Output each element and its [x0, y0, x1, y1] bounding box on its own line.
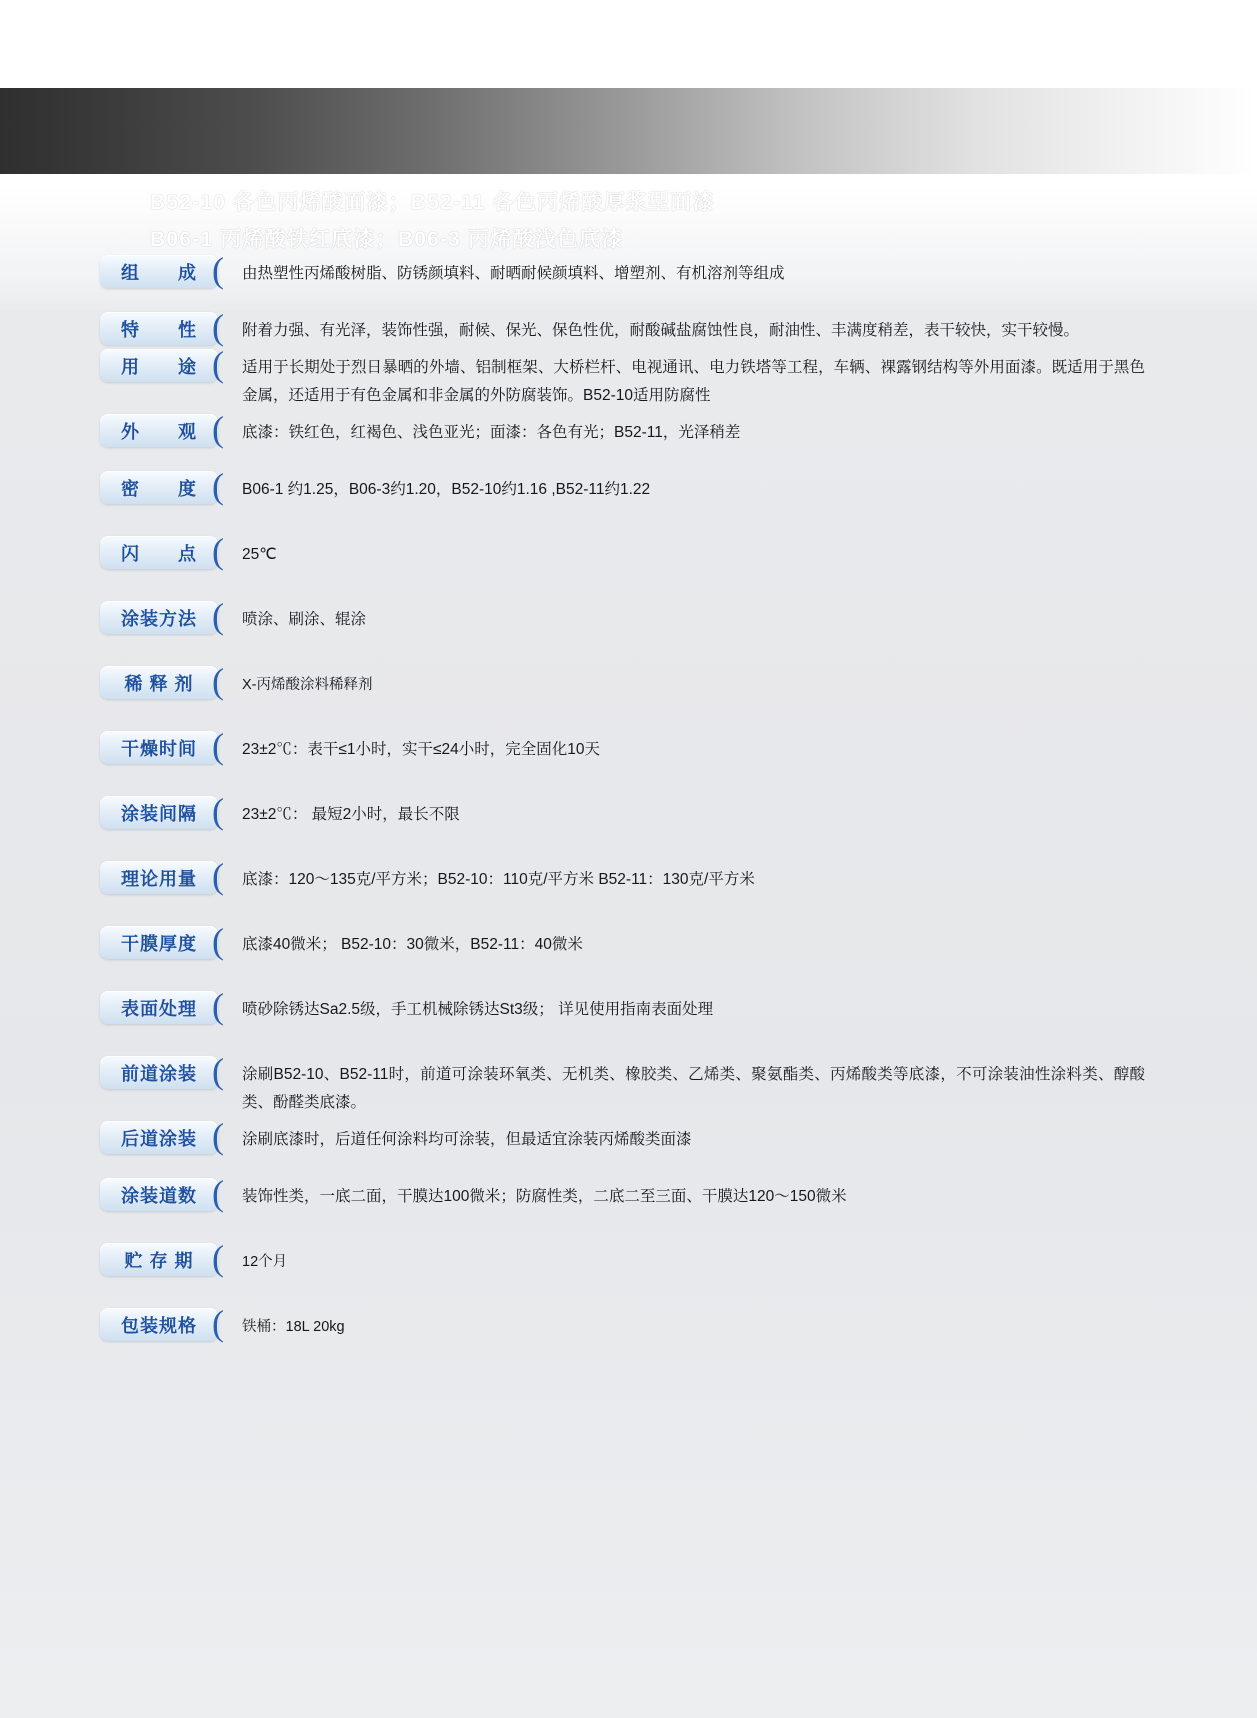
- label-box: [100, 1243, 218, 1276]
- value-thinner: X-丙烯酸涂料稀释剂: [242, 677, 373, 693]
- label-text: 涂装间隔: [121, 803, 197, 824]
- label-text: 涂装方法: [121, 608, 197, 629]
- value-previous-coat: 涂刷B52-10、B52-11时，前道可涂装环氧类、无机类、橡胶类、乙烯类、聚氨酯类、丙烯酸类等底漆，不可涂装油性涂料类、醇酸类、酚醛类底漆。: [242, 1066, 1145, 1111]
- bracket-icon: (: [212, 856, 224, 896]
- value-recoat-interval: 23±2℃： 最短2小时，最长不限: [242, 806, 460, 823]
- spec-row-thinner: [0, 661, 1257, 701]
- spec-row-theoretical-consumption: [0, 856, 1257, 896]
- spec-row-flashpoint: [0, 531, 1257, 571]
- label-text: 组 成: [121, 262, 197, 283]
- label-box: [100, 255, 218, 288]
- value-packaging: 铁桶：18L 20kg: [242, 1319, 345, 1335]
- label-box: [100, 991, 218, 1024]
- value-application-method: 喷涂、刷涂、辊涂: [242, 611, 367, 628]
- label-text: 后道涂装: [121, 1128, 197, 1149]
- spec-row-composition: [0, 250, 1257, 290]
- label-flashpoint: [100, 531, 230, 571]
- label-text: 密 度: [121, 478, 197, 499]
- label-box: [100, 414, 218, 447]
- spec-row-next-coat: [0, 1116, 1257, 1156]
- label-previous-coat: [100, 1051, 230, 1091]
- label-box: [100, 861, 218, 894]
- label-box: [100, 1121, 218, 1154]
- spec-row-previous-coat: [0, 1051, 1257, 1117]
- label-theoretical-consumption: [100, 856, 230, 896]
- label-box: [100, 1308, 218, 1341]
- label-box: [100, 1056, 218, 1089]
- spec-row-shelf-life: [0, 1238, 1257, 1278]
- label-box: [100, 471, 218, 504]
- value-next-coat: 涂刷底漆时，后道任何涂料均可涂装，但最适宜涂装丙烯酸类面漆: [242, 1131, 692, 1148]
- bracket-icon: (: [212, 791, 224, 831]
- label-box: [100, 666, 218, 699]
- spec-row-coat-count: [0, 1173, 1257, 1213]
- value-density: B06-1 约1.25，B06-3约1.20，B52-10约1.16 ,B52-11约1.22: [242, 481, 651, 498]
- value-surface-treatment: 喷砂除锈达Sa2.5级，手工机械除锈达St3级； 详见使用指南表面处理: [242, 1001, 714, 1018]
- bracket-icon: (: [212, 986, 224, 1026]
- label-packaging: [100, 1303, 230, 1343]
- bracket-icon: (: [212, 344, 224, 384]
- label-box: [100, 731, 218, 764]
- bracket-icon: (: [212, 307, 224, 347]
- value-composition: 由热塑性丙烯酸树脂、防锈颜填料、耐晒耐候颜填料、增塑剂、有机溶剂等组成: [242, 265, 785, 282]
- label-box: [100, 312, 218, 345]
- bracket-icon: (: [212, 250, 224, 290]
- label-text: 前道涂装: [121, 1063, 197, 1084]
- label-text: 理论用量: [121, 868, 197, 889]
- bracket-icon: (: [212, 1051, 224, 1091]
- label-text: 稀 释 剂: [124, 673, 194, 694]
- label-dry-film-thickness: [100, 921, 230, 961]
- label-box: [100, 926, 218, 959]
- label-box: [100, 349, 218, 382]
- bracket-icon: (: [212, 661, 224, 701]
- label-text: 用 途: [121, 356, 197, 377]
- value-theoretical-consumption: 底漆：120～135克/平方米；B52-10：110克/平方米 B52-11：130克/平方米: [242, 871, 755, 888]
- bracket-icon: (: [212, 1303, 224, 1343]
- spec-row-recoat-interval: [0, 791, 1257, 831]
- label-box: [100, 1178, 218, 1211]
- label-drying-time: [100, 726, 230, 766]
- label-usage: [100, 344, 230, 384]
- label-thinner: [100, 661, 230, 701]
- label-coat-count: [100, 1173, 230, 1213]
- bracket-icon: (: [212, 1173, 224, 1213]
- label-text: 外 观: [121, 421, 197, 442]
- bracket-icon: (: [212, 1238, 224, 1278]
- label-composition: [100, 250, 230, 290]
- label-box: [100, 601, 218, 634]
- spec-row-characteristics: [0, 307, 1257, 347]
- spec-row-packaging: [0, 1303, 1257, 1343]
- spec-list: [0, 250, 1257, 1354]
- banner-title-block: [150, 184, 1150, 258]
- spec-row-drying-time: [0, 726, 1257, 766]
- label-next-coat: [100, 1116, 230, 1156]
- bracket-icon: (: [212, 531, 224, 571]
- spec-row-density: [0, 466, 1257, 506]
- label-appearance: [100, 409, 230, 449]
- spec-row-surface-treatment: [0, 986, 1257, 1026]
- label-application-method: [100, 596, 230, 636]
- label-density: [100, 466, 230, 506]
- label-text: 表面处理: [121, 998, 197, 1019]
- label-box: [100, 796, 218, 829]
- value-characteristics: 附着力强、有光泽，装饰性强，耐候、保光、保色性优，耐酸碱盐腐蚀性良，耐油性、丰满度稍差，表干较快，实干较慢。: [242, 322, 1080, 339]
- label-text: 贮 存 期: [124, 1250, 194, 1271]
- label-text: 包装规格: [121, 1315, 197, 1336]
- bracket-icon: (: [212, 409, 224, 449]
- value-appearance: 底漆：铁红色，红褐色、浅色亚光；面漆：各色有光；B52-11，光泽稍差: [242, 424, 741, 441]
- bracket-icon: (: [212, 466, 224, 506]
- spec-row-application-method: [0, 596, 1257, 636]
- value-drying-time: 23±2℃：表干≤1小时，实干≤24小时，完全固化10天: [242, 741, 600, 758]
- banner-title-line-1: B52-10 各色丙烯酸面漆；B52-11 各色丙烯酸厚浆型面漆: [150, 191, 715, 214]
- label-surface-treatment: [100, 986, 230, 1026]
- banner-title-line-2: B06-1 丙烯酸铁红底漆；B06-3 丙烯酸浅色底漆: [150, 228, 624, 251]
- label-text: 闪 点: [121, 543, 197, 564]
- label-shelf-life: [100, 1238, 230, 1278]
- bracket-icon: (: [212, 921, 224, 961]
- spec-row-dry-film-thickness: [0, 921, 1257, 961]
- label-text: 特 性: [121, 319, 197, 340]
- label-box: [100, 536, 218, 569]
- label-characteristics: [100, 307, 230, 347]
- label-text: 干膜厚度: [121, 933, 197, 954]
- label-recoat-interval: [100, 791, 230, 831]
- value-flashpoint: 25℃: [242, 546, 277, 563]
- value-usage: 适用于长期处于烈日暴晒的外墙、铝制框架、大桥栏杆、电视通讯、电力铁塔等工程，车辆、裸露钢结构等外用面漆。既适用于黑色金属，还适用于有色金属和非金属的外防腐装饰。B52-10适用防腐性: [242, 359, 1145, 404]
- label-text: 涂装道数: [121, 1185, 197, 1206]
- value-dry-film-thickness: 底漆40微米； B52-10：30微米，B52-11：40微米: [242, 936, 583, 953]
- bracket-icon: (: [212, 1116, 224, 1156]
- spec-row-usage: [0, 344, 1257, 410]
- spec-row-appearance: [0, 409, 1257, 449]
- bracket-icon: (: [212, 726, 224, 766]
- label-text: 干燥时间: [121, 738, 197, 759]
- title-banner: [0, 88, 1257, 251]
- bracket-icon: (: [212, 596, 224, 636]
- value-coat-count: 装饰性类，一底二面，干膜达100微米；防腐性类，二底二至三面、干膜达120～150微米: [242, 1188, 847, 1205]
- value-shelf-life: 12个月: [242, 1254, 288, 1270]
